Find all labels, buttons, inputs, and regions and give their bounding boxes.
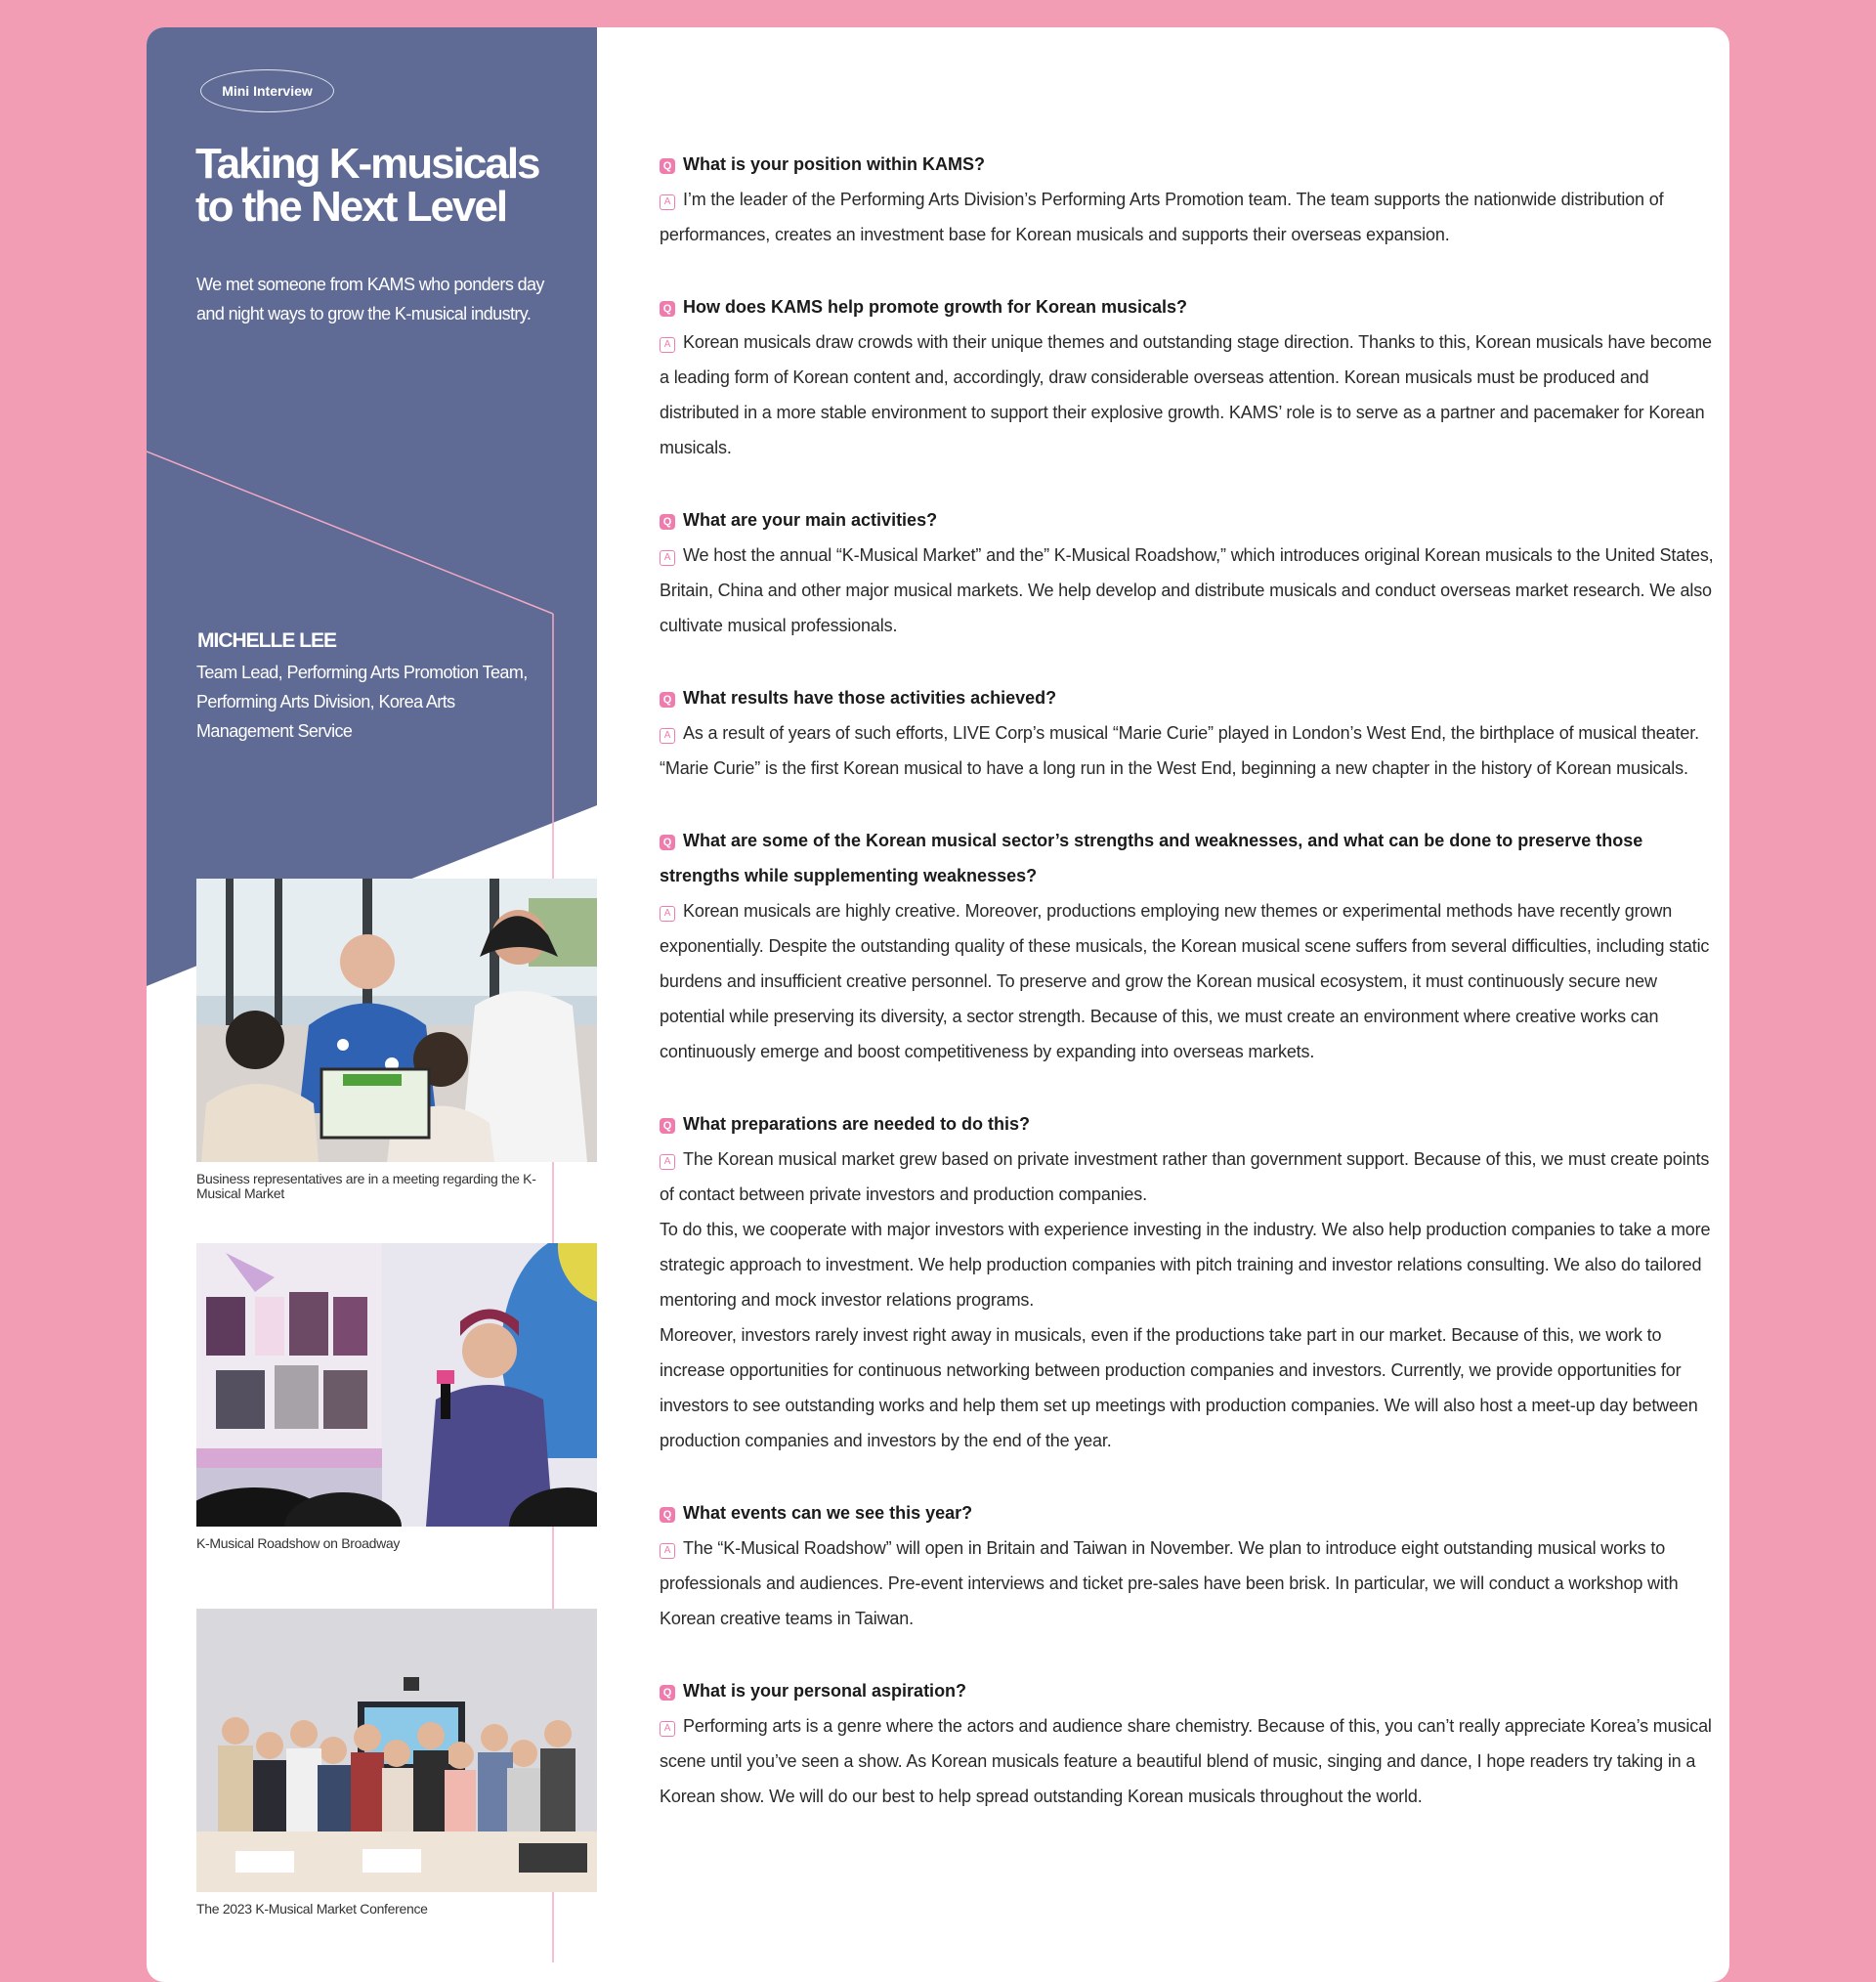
question-text: What events can we see this year? bbox=[683, 1503, 973, 1523]
article-card bbox=[147, 27, 1729, 1982]
photo-conference bbox=[196, 1609, 597, 1892]
answer-marker-icon: A bbox=[660, 906, 675, 922]
question-marker-icon: Q bbox=[660, 1118, 675, 1134]
answer-marker-icon: A bbox=[660, 550, 675, 566]
answer-text: Korean musicals are highly creative. Moreover, productions employing new themes or experimental methods have recently grown exponentially. Despite the outstanding quality of these musicals, the Korean musical scene suffers from several difficulties, including static burdens and insufficient creative personnel. To preserve and grow the Korean musical ecosystem, it must continuously secure new potential while preserving its diversity, a sector strength. Because of this, we must create an environment where creative works can continuously emerge and boost competitiveness by expanding into overseas markets. bbox=[660, 901, 1710, 1061]
qa-item bbox=[660, 680, 1725, 786]
question-text: How does KAMS help promote growth for Korean musicals? bbox=[683, 297, 1188, 317]
answer-text: Moreover, investors rarely invest right away in musicals, even if the productions take part in our market. Because of this, we work to increase opportunities for continuous networking between production companies and investors. Currently, we provide opportunities for investors to see outstanding works and help them set up meetings with production companies. We will also host a meet-up day between production companies and investors by the end of the year. bbox=[660, 1325, 1698, 1450]
photo-conference-caption: The 2023 K-Musical Market Conference bbox=[196, 1901, 428, 1917]
question bbox=[660, 1106, 1725, 1142]
photo-meeting bbox=[196, 879, 597, 1162]
answer bbox=[660, 538, 1725, 643]
answer-paragraph bbox=[660, 1212, 1725, 1317]
question-marker-icon: Q bbox=[660, 514, 675, 530]
answer bbox=[660, 324, 1725, 465]
qa-item bbox=[660, 502, 1725, 643]
answer-paragraph bbox=[660, 1142, 1725, 1212]
qa-item bbox=[660, 1495, 1725, 1636]
answer-paragraph bbox=[660, 1708, 1725, 1814]
interviewee-role: Team Lead, Performing Arts Promotion Team, Performing Arts Division, Korea Arts Management Service bbox=[196, 663, 528, 741]
title-line-1: Taking K-musicals bbox=[195, 140, 539, 188]
question-text: What are your main activities? bbox=[683, 510, 938, 530]
qa-item bbox=[660, 823, 1725, 1069]
interviewee-name: MICHELLE LEE bbox=[197, 629, 337, 652]
answer-marker-icon: A bbox=[660, 337, 675, 353]
qa-list bbox=[660, 147, 1725, 1851]
photo-roadshow-caption: K-Musical Roadshow on Broadway bbox=[196, 1535, 401, 1551]
answer-marker-icon: A bbox=[660, 728, 675, 744]
answer-paragraph bbox=[660, 324, 1725, 465]
qa-item bbox=[660, 1673, 1725, 1814]
mini-interview-badge bbox=[200, 69, 334, 112]
answer-text: I’m the leader of the Performing Arts Division’s Performing Arts Promotion team. The team supports the nationwide distribution of performances, creates an investment base for Korean musicals and supports their overseas expansion. bbox=[660, 190, 1664, 244]
question-marker-icon: Q bbox=[660, 158, 675, 174]
answer bbox=[660, 1530, 1725, 1636]
question bbox=[660, 680, 1725, 715]
answer-paragraph bbox=[660, 1317, 1725, 1458]
answer bbox=[660, 715, 1725, 786]
question bbox=[660, 289, 1725, 324]
answer-text: The Korean musical market grew based on private investment rather than government support. Because of this, we must create points of contact between private investors and production companies. bbox=[660, 1149, 1710, 1204]
badge-label: Mini Interview bbox=[222, 83, 313, 99]
question bbox=[660, 502, 1725, 538]
question bbox=[660, 1673, 1725, 1708]
page-title bbox=[195, 140, 586, 231]
answer-text: The “K-Musical Roadshow” will open in Britain and Taiwan in November. We plan to introduce eight outstanding musical works to professionals and audiences. Pre-event interviews and ticket pre-sales have been brisk. In particular, we will conduct a workshop with Korean creative teams in Taiwan. bbox=[660, 1538, 1679, 1628]
question-marker-icon: Q bbox=[660, 1685, 675, 1701]
question-marker-icon: Q bbox=[660, 692, 675, 708]
answer bbox=[660, 182, 1725, 252]
answer-paragraph bbox=[660, 538, 1725, 643]
question-text: What is your personal aspiration? bbox=[683, 1681, 967, 1701]
answer-text: We host the annual “K-Musical Market” and the” K-Musical Roadshow,” which introduces original Korean musicals to the United States, Britain, China and other major musical markets. We help develop and distribute musicals and conduct overseas market research. We also cultivate musical professionals. bbox=[660, 545, 1714, 635]
intro-text: We met someone from KAMS who ponders day and night ways to grow the K-musical industry. bbox=[196, 275, 544, 323]
question-text: What results have those activities achieved? bbox=[683, 688, 1057, 708]
answer-text: Korean musicals draw crowds with their unique themes and outstanding stage direction. Thanks to this, Korean musicals have become a leading form of Korean content and, accordingly, draw considerable overseas attention. Korean musicals must be produced and distributed in a more stable environment to support their explosive growth. KAMS’ role is to serve as a partner and pacemaker for Korean musicals. bbox=[660, 332, 1712, 457]
title-line-2: to the Next Level bbox=[195, 183, 507, 231]
question bbox=[660, 1495, 1725, 1530]
answer-paragraph bbox=[660, 182, 1725, 252]
answer-paragraph bbox=[660, 715, 1725, 786]
question bbox=[660, 823, 1725, 893]
question bbox=[660, 147, 1725, 182]
photo-meeting-caption: Business representatives are in a meeting regarding the K-Musical Market bbox=[196, 1171, 536, 1201]
answer-text: To do this, we cooperate with major investors with experience investing in the industry. We also help production companies to take a more strategic approach to investment. We help production companies with pitch training and investor relations consulting. We also do tailored mentoring and mock investor relations programs. bbox=[660, 1220, 1711, 1310]
answer-text: Performing arts is a genre where the actors and audience share chemistry. Because of this, you can’t really appreciate Korea’s musical scene until you’ve seen a show. As Korean musicals feature a beautiful blend of music, singing and dance, I hope readers try taking in a Korean show. We will do our best to help spread outstanding Korean musicals throughout the world. bbox=[660, 1716, 1712, 1806]
answer bbox=[660, 893, 1725, 1069]
question-marker-icon: Q bbox=[660, 835, 675, 850]
qa-item bbox=[660, 147, 1725, 252]
question-text: What are some of the Korean musical sector’s strengths and weaknesses, and what can be done to preserve those strengths while supplementing weaknesses? bbox=[660, 831, 1643, 885]
answer bbox=[660, 1142, 1725, 1458]
answer-marker-icon: A bbox=[660, 1721, 675, 1737]
answer bbox=[660, 1708, 1725, 1814]
qa-item bbox=[660, 289, 1725, 465]
photo-roadshow bbox=[196, 1243, 597, 1527]
answer-paragraph bbox=[660, 893, 1725, 1069]
qa-item bbox=[660, 1106, 1725, 1458]
answer-paragraph bbox=[660, 1530, 1725, 1636]
question-marker-icon: Q bbox=[660, 1507, 675, 1523]
answer-text: As a result of years of such efforts, LIVE Corp’s musical “Marie Curie” played in London’s West End, the birthplace of musical theater. “Marie Curie” is the first Korean musical to have a long run in the West End, beginning a new chapter in the history of Korean musicals. bbox=[660, 723, 1699, 778]
answer-marker-icon: A bbox=[660, 1154, 675, 1170]
answer-marker-icon: A bbox=[660, 194, 675, 210]
question-text: What is your position within KAMS? bbox=[683, 154, 985, 174]
question-marker-icon: Q bbox=[660, 301, 675, 317]
question-text: What preparations are needed to do this? bbox=[683, 1114, 1031, 1134]
answer-marker-icon: A bbox=[660, 1543, 675, 1559]
